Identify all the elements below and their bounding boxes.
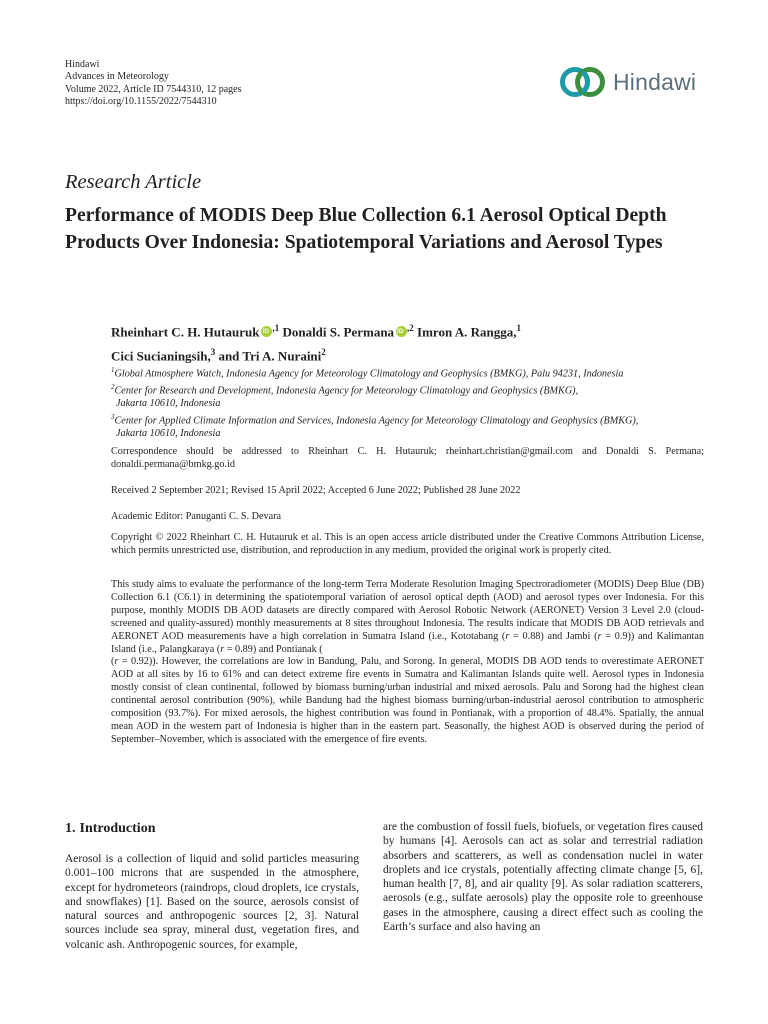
author-list: Rheinhart C. H. HutaurukiD $^{,1}$ Donaldi S. PermanaiD $^{,2}$ Imron A. Rangga,$^1$ Cici Sucianingsih,$^3$ and Tri A. Nuraini$^2$: [111, 318, 711, 367]
affiliation: $^3$Center for Applied Climate Information and Services, Indonesia Agency for Meteorology Climatology and Geophysics (BMKG),: [111, 412, 639, 426]
publication-dates: Received 2 September 2021; Revised 15 April 2022; Accepted 6 June 2022; Published 28 June 2022: [111, 485, 521, 496]
logo-wordmark: Hindawi: [613, 68, 697, 95]
body-column-left: Aerosol is a collection of liquid and solid particles measuring 0.001–100 microns that are suspended in the atmosphere, except for hydrometeors (raindrops, cloud droplets, ice crystals, and snowflakes) [1]. Based on the source, aerosols consist of natural sources and anthropogenic sources [2, 3]. Natural sources include sea spray, mineral dust, vegetation fires, and volcanic ash. Anthropogenic sources, for example,: [65, 853, 359, 951]
r-symbol: r: [505, 630, 510, 642]
abstract: This study aims to evaluate the performance of the long-term Terra Moderate Resolution Imaging Spectroradiometer (MODIS) Deep Blue (DB) Collection 6.1 (C6.1) in determining the spatiotemporal variation of aerosol optical depth (AOD) and aerosol types over Indonesia. For this purpose, monthly MODIS DB AOD datasets are directly compared with Aerosol Robotic Network (AERONET) Version 3 Level 2.0 (cloud-screened and quality-assured) monthly measurements at 8 sites throughout Indonesia. The results indicate that MODIS DB AOD retrievals and AERONET AOD measurements have a high correlation in Sumatra Island (i.e., Kototabang (r = 0.88) and Jambi (r = 0.9)) and Kalimantan Island (i.e., Palangkaraya (r = 0.89) and Pontianak ( (r = 0.92)). However, the correlations are low in Bandung, Palu, and Sorong. In general, MODIS DB AOD tends to overestimate AERONET AOD at all sites by 16 to 61% and can detect extreme fire events in Sumatra and Kalimantan Islands quite well. Aerosol types in Indonesia mostly consist of clean continental, followed by biomass burning/urban industrial and mixed aerosols. Palu and Sorong had the highest clean continental aerosol contribution (90%), while Bandung had the highest biomass burning/urban-industrial aerosol contribution to atmospheric composition (93.7%). For mixed aerosols, the highest contribution was found in Pontianak, with a proportion of 48.4%. Spatially, the annual mean AOD in the western part of Indonesia is higher than in the eastern part. Seasonally, the highest AOD is observed during the period of September–November, which is associated with the emergence of fire events.: [111, 579, 705, 745]
copyright-notice: Copyright © 2022 Rheinhart C. H. Hutauruk et al. This is an open access article distributed under the Creative Commons Attribution License, which permits unrestricted use, distribution, and reproduction in any medium, provided the original work is properly cited.: [111, 532, 704, 556]
correspondence: Correspondence should be addressed to Rheinhart C. H. Hutauruk; rheinhart.christian@gmail.com and Donaldi S. Permana; donaldi.permana@bmkg.go.id: [111, 446, 704, 470]
orcid-icon[interactable]: [396, 326, 407, 337]
affiliation: $^2$Center for Research and Development, Indonesia Agency for Meteorology Climatology and Geophysics (BMKG),: [111, 382, 579, 397]
section-heading-introduction: [65, 821, 159, 837]
journal-name: Advances in Meteorology: [65, 71, 169, 83]
affiliation: $^1$Global Atmosphere Watch, Indonesia Agency for Meteorology Climatology and Geophysics (BMKG), Palu 94231, Indonesia: [111, 366, 624, 380]
volume-line: Volume 2022, Article ID 7544310, 12 pages: [65, 83, 242, 95]
author-name: Cici Sucianingsih,: [111, 348, 211, 364]
author-affiliation-number: 2: [409, 323, 414, 333]
article-title: Performance of MODIS Deep Blue Collection 6.1 Aerosol Optical Depth Products Over Indonesia: Spatiotemporal Variations and Aerosol Types: [65, 205, 667, 253]
author-name: Imron A. Rangga,: [417, 324, 517, 340]
affiliations: [111, 364, 711, 440]
author-name: Rheinhart C. H. Hutauruk: [111, 324, 260, 340]
author-affiliation-number: 1: [274, 323, 280, 333]
section-number: 1.: [65, 821, 76, 836]
r-symbol: r: [597, 630, 602, 642]
doi-link[interactable]: https://doi.org/10.1155/2022/7544310: [65, 96, 217, 108]
academic-editor: Academic Editor: Panuganti C. S. Devara: [111, 511, 282, 522]
author-name: Donaldi S. Permana: [282, 324, 395, 340]
affiliation-continuation: Jakarta 10610, Indonesia: [116, 397, 221, 409]
section-title: Introduction: [79, 821, 156, 836]
body-column-right: are the combustion of fossil fuels, biofuels, or vegetation fires caused by humans [4]. Aerosols can act as solar and terrestrial radiation absorbers and scatterers, as well as condensation nuclei in water droplets and ice crystals, potentially affecting climate change [5, 6], human health [7, 8], and air quality [9]. As solar radiation scatterers, aerosols (e.g., sulfate aerosols) play the opposite role to greenhouse gases in the atmosphere, causing a direct effect such as cooling the Earth’s surface and also having an: [383, 821, 703, 934]
orcid-icon[interactable]: [261, 326, 272, 337]
r-symbol: r: [220, 643, 225, 655]
article-type: Research Article: [65, 171, 202, 193]
author-affiliation-number: 1: [516, 323, 521, 333]
author-name: and Tri A. Nuraini: [218, 348, 322, 364]
hindawi-logo: [558, 64, 708, 100]
author-affiliation-number: 3: [210, 347, 216, 358]
r-symbol: r: [114, 656, 119, 668]
author-affiliation-number: 2: [321, 347, 326, 358]
publisher-name: Hindawi: [65, 59, 100, 70]
affiliation-continuation: Jakarta 10610, Indonesia: [116, 427, 221, 439]
hindawi-logo-icon: [558, 64, 608, 100]
journal-metadata: [65, 59, 241, 109]
